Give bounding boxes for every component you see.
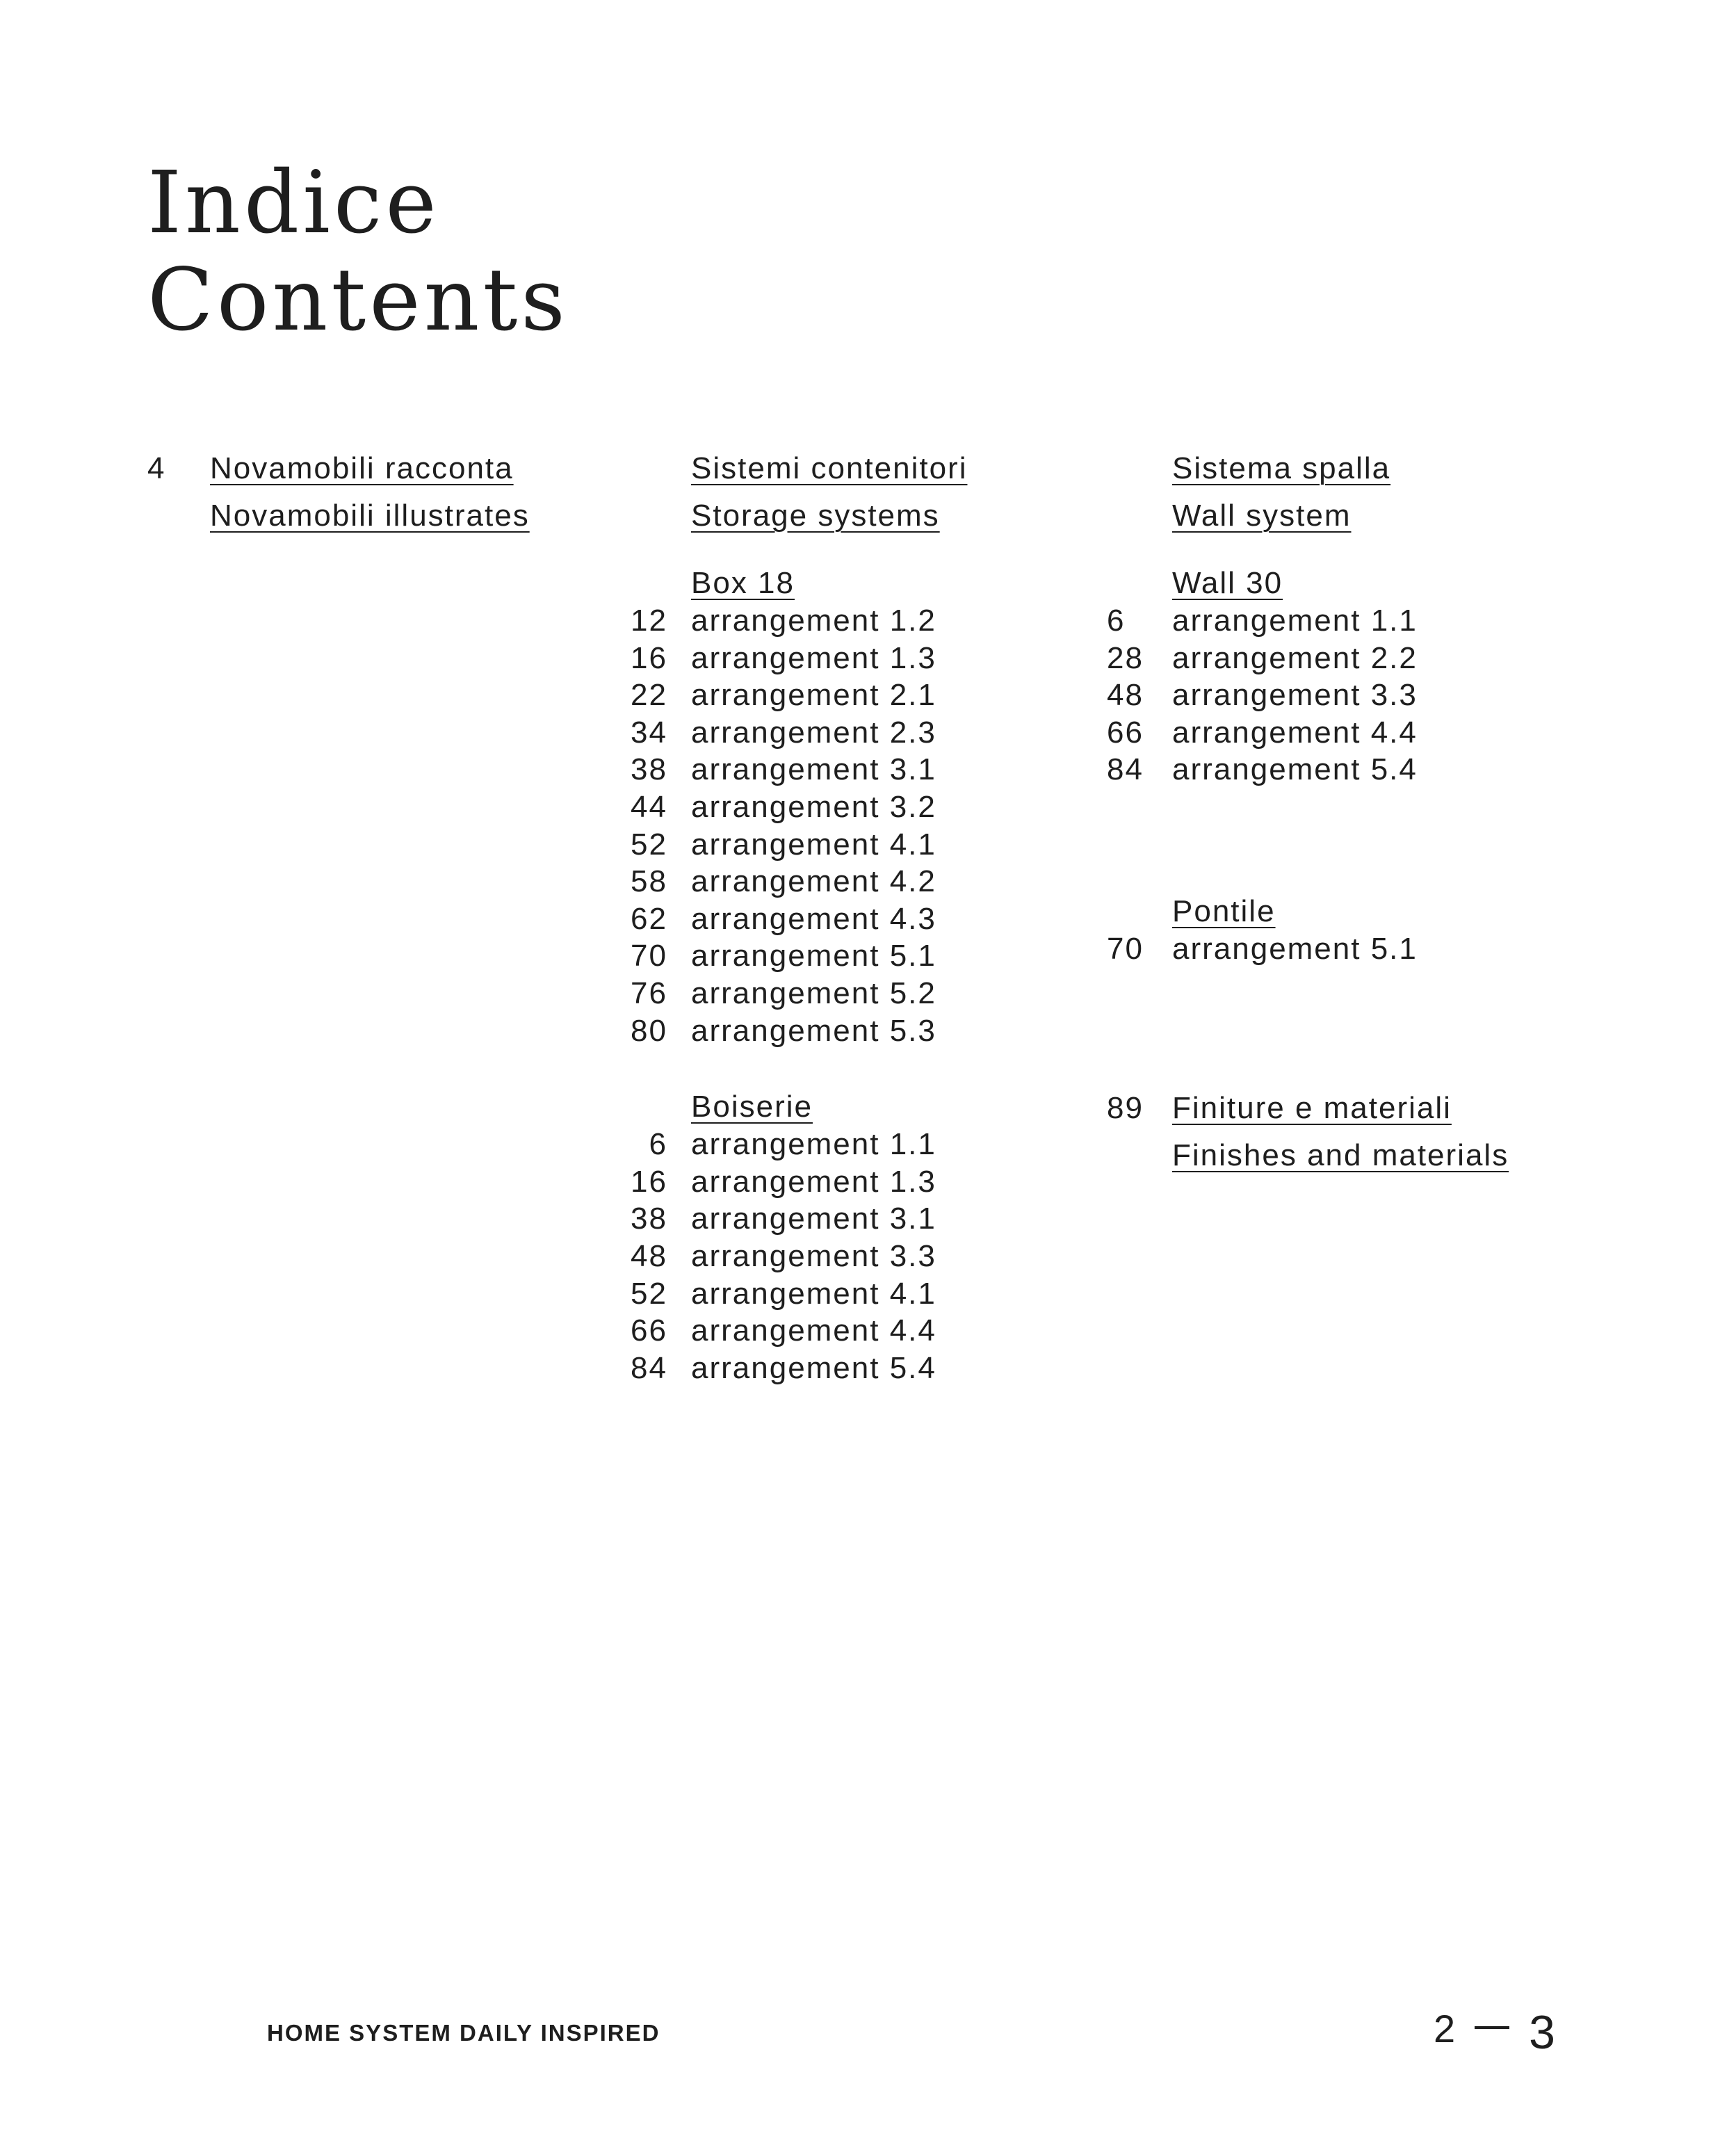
toc-entry[interactable] — [1107, 714, 1509, 752]
page-numbers — [1434, 2001, 1555, 2060]
page-title — [147, 154, 569, 349]
toc-link-novamobili-illustrates[interactable]: Novamobili illustrates — [210, 499, 530, 533]
toc-entry[interactable] — [626, 1012, 967, 1050]
entry-label: arrangement 1.1 — [691, 1127, 936, 1162]
footer-brand: HOME SYSTEM DAILY INSPIRED — [267, 2020, 660, 2046]
toc-entry[interactable] — [1107, 602, 1509, 640]
entry-label: arrangement 4.1 — [691, 827, 936, 862]
entry-label: arrangement 5.4 — [1172, 752, 1418, 787]
entry-label: arrangement 3.3 — [691, 1238, 936, 1273]
entry-label: arrangement 4.2 — [691, 864, 936, 899]
toc-link-wall-system[interactable]: Wall system — [1172, 499, 1352, 533]
title-english: Contents — [147, 250, 569, 350]
toc-entry[interactable] — [626, 975, 967, 1012]
page-number: 66 — [631, 1313, 667, 1348]
toc-entry[interactable] — [626, 1126, 967, 1163]
page-number: 34 — [631, 715, 667, 750]
entry-label: arrangement 5.4 — [691, 1350, 936, 1385]
entry-label: arrangement 3.2 — [691, 789, 936, 824]
page-number: 12 — [631, 604, 667, 638]
entry-label: arrangement 4.3 — [691, 901, 936, 936]
page-number: 6 — [1107, 604, 1126, 638]
page-number: 84 — [631, 1350, 667, 1385]
entry-label: arrangement 4.1 — [691, 1276, 936, 1311]
page-number: 16 — [631, 640, 667, 675]
toc-entry-intro[interactable] — [147, 445, 530, 540]
page-number: 70 — [631, 939, 667, 973]
toc-entry[interactable] — [1107, 751, 1509, 789]
page-number: 48 — [631, 1238, 667, 1273]
toc-link-finiture-e-materiali[interactable]: Finiture e materiali — [1172, 1090, 1452, 1125]
toc-entry[interactable] — [626, 789, 967, 826]
entry-label: arrangement 3.1 — [691, 1202, 936, 1236]
entry-label: arrangement 4.4 — [691, 1313, 936, 1348]
page-number: 80 — [631, 1013, 667, 1048]
page-number: 84 — [1107, 752, 1144, 787]
entry-label: arrangement 5.2 — [691, 976, 936, 1010]
toc-entry[interactable] — [1107, 677, 1509, 714]
toc-entry[interactable] — [626, 1238, 967, 1275]
toc-entry[interactable] — [626, 602, 967, 640]
entry-label: arrangement 5.1 — [691, 939, 936, 973]
entry-label: arrangement 3.3 — [1172, 678, 1418, 713]
page-number: 58 — [631, 864, 667, 899]
toc-entry[interactable] — [626, 937, 967, 975]
toc-entry[interactable] — [626, 751, 967, 789]
toc-entry-finishes[interactable] — [1107, 1085, 1509, 1179]
toc-entry[interactable] — [626, 826, 967, 864]
toc-section-title[interactable]: Wall 30 — [1172, 566, 1283, 600]
toc-entry[interactable] — [626, 1200, 967, 1238]
entry-label: arrangement 4.4 — [1172, 715, 1418, 750]
toc-entry[interactable] — [626, 677, 967, 714]
toc-column-intro — [147, 445, 530, 540]
toc-entry[interactable] — [626, 900, 967, 938]
entry-label: arrangement 1.3 — [691, 640, 936, 675]
toc-section-title[interactable]: Boiserie — [691, 1090, 813, 1124]
page-number: 44 — [631, 789, 667, 824]
toc-link-storage-systems[interactable]: Storage systems — [691, 499, 940, 533]
toc-section-pontile — [1107, 893, 1509, 968]
toc-entry[interactable] — [1107, 640, 1509, 677]
entry-label: arrangement 5.1 — [1172, 931, 1418, 966]
page-number: 22 — [631, 678, 667, 713]
toc-entry[interactable] — [626, 1350, 967, 1387]
page-number: 52 — [631, 827, 667, 862]
page-number: 76 — [631, 976, 667, 1010]
toc-link-sistemi-contenitori[interactable]: Sistemi contenitori — [691, 451, 968, 485]
toc-section-boiserie — [626, 1088, 967, 1386]
toc-link-novamobili-racconta[interactable]: Novamobili racconta — [210, 451, 514, 485]
toc-entry[interactable] — [626, 1312, 967, 1350]
toc-link-sistema-spalla[interactable]: Sistema spalla — [1172, 451, 1391, 485]
toc-section-box18 — [626, 565, 967, 1049]
toc-section-wall30 — [1107, 565, 1509, 789]
page-number: 6 — [649, 1127, 667, 1162]
page-number: 89 — [1107, 1090, 1144, 1125]
toc-heading-storage — [626, 445, 967, 540]
entry-label: arrangement 2.2 — [1172, 640, 1418, 675]
page-number: 28 — [1107, 640, 1144, 675]
entry-label: arrangement 3.1 — [691, 752, 936, 787]
page-number-left: 2 — [1434, 2006, 1456, 2051]
toc-entry[interactable] — [626, 640, 967, 677]
entry-label: arrangement 2.3 — [691, 715, 936, 750]
toc-link-finishes-and-materials[interactable]: Finishes and materials — [1172, 1138, 1509, 1172]
page-number-right: 3 — [1529, 2006, 1555, 2059]
entry-label: arrangement 1.2 — [691, 604, 936, 638]
toc-entry[interactable] — [1107, 930, 1509, 968]
entry-label: arrangement 2.1 — [691, 678, 936, 713]
toc-entry[interactable] — [626, 863, 967, 900]
page-number: 38 — [631, 752, 667, 787]
page-number: 66 — [1107, 715, 1144, 750]
page-number: 62 — [631, 901, 667, 936]
title-italian: Indice — [147, 153, 440, 253]
page-number: 4 — [147, 451, 166, 485]
entry-label: arrangement 5.3 — [691, 1013, 936, 1048]
toc-entry[interactable] — [626, 1163, 967, 1201]
page-number: 48 — [1107, 678, 1144, 713]
entry-label: arrangement 1.1 — [1172, 604, 1418, 638]
page-number: 52 — [631, 1276, 667, 1311]
page-number: 70 — [1107, 931, 1144, 966]
toc-column-wall — [1107, 445, 1509, 1179]
toc-heading-wall — [1107, 445, 1509, 540]
page-number-separator — [1475, 2026, 1509, 2029]
toc-section-title[interactable]: Pontile — [1172, 893, 1276, 928]
toc-section-title[interactable]: Box 18 — [691, 566, 795, 600]
page-number: 16 — [631, 1164, 667, 1199]
entry-label: arrangement 1.3 — [691, 1164, 936, 1199]
page-number: 38 — [631, 1202, 667, 1236]
toc-entry[interactable] — [626, 1275, 967, 1313]
toc-entry[interactable] — [626, 714, 967, 752]
toc-column-storage — [626, 445, 967, 1386]
